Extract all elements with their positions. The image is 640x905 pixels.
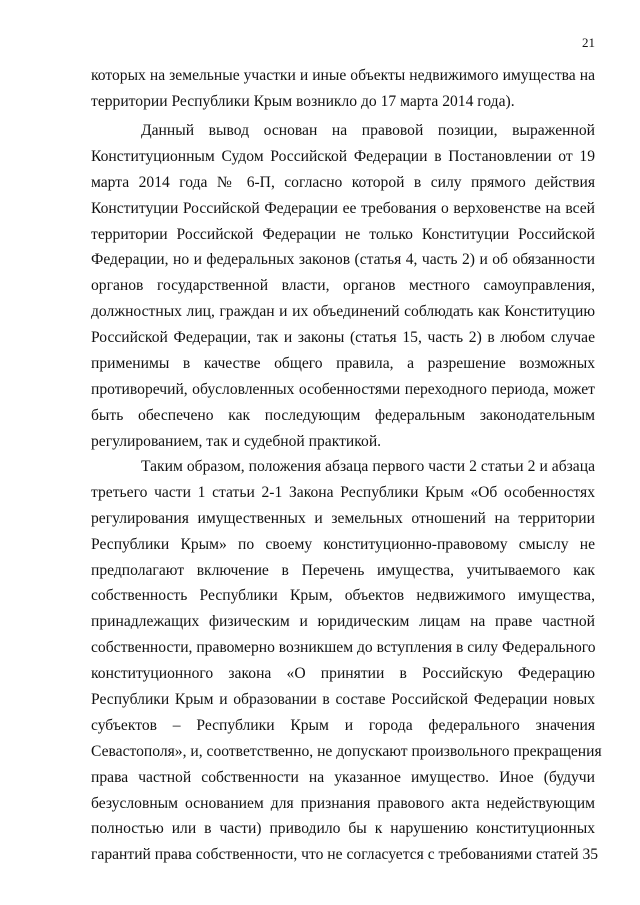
text-line: собственность Республики Крым, объектов недвижимого имущества, [91,587,595,605]
text-line: противоречий, обусловленных особенностями переходного периода, может [91,380,595,398]
text-line: принадлежащих физическим и юридическим лицам на праве частной [91,613,595,631]
text-line: Конституционным Судом Российской Федерации в Постановлении от 19 [91,147,595,165]
text-line: территории Республики Крым возникло до 17 марта 2014 года). [91,92,515,110]
paragraph-1 [91,63,595,115]
text-line: собственности, правомерно возникшем до вступления в силу Федерального [91,639,596,657]
text-line: Севастополя», и, соответственно, не допускают произвольного прекращения [91,742,602,760]
text-line: марта 2014 года № 6-П, согласно которой в силу прямого действия [91,173,595,191]
text-line: Республики Крым» по своему конституционно-правовому смыслу не [91,535,595,553]
text-line: применимы в качестве общего правила, а разрешение возможных [91,355,595,373]
text-line: права частной собственности на указанное имущество. Иное (будучи [91,768,595,786]
text-line: должностных лиц, граждан и их объединений соблюдать как Конституцию [91,303,595,321]
text-line: территории Российской Федерации не только Конституции Российской [91,225,595,243]
text-line: Федерации, но и федеральных законов (статья 4, часть 2) и об обязанности [91,251,595,269]
text-line: органов государственной власти, органов местного самоуправления, [91,277,595,295]
text-line: быть обеспечено как последующим федеральным законодательным [91,406,595,424]
text-line: Данный вывод основан на правовой позиции, выраженной [141,122,595,139]
text-line: полностью или в части) приводило бы к нарушению конституционных [91,820,595,838]
text-line: Конституции Российской Федерации ее требования о верховенстве на всей [91,199,595,217]
text-line: предполагают включение в Перечень имущества, учитываемого как [91,561,595,579]
text-line: Республики Крым и образовании в составе Российской Федерации новых [91,691,595,709]
text-line: третьего части 1 статьи 2-1 Закона Республики Крым «Об особенностях [91,483,595,501]
text-line: которых на земельные участки и иные объекты недвижимого имущества на [91,67,595,84]
text-line: гарантий права собственности, что не согласуется с требованиями статей 35 [91,846,599,864]
paragraph-3 [91,454,602,868]
text-line: регулирования имущественных и земельных отношений на территории [91,509,595,527]
text-line: безусловным основанием для признания правового акта недействующим [91,794,595,812]
text-line: регулированием, так и судебной практикой. [91,432,382,450]
page-number: 21 [582,35,595,50]
text-line: субъектов – Республики Крым и города федерального значения [91,716,595,734]
paragraph-2 [91,118,595,455]
text-line: Таким образом, положения абзаца первого части 2 статьи 2 и абзаца [141,458,595,475]
text-line: конституционного закона «О принятии в Российскую Федерацию [91,665,595,683]
text-line: Российской Федерации, так и законы (статья 15, часть 2) в любом случае [91,329,595,347]
